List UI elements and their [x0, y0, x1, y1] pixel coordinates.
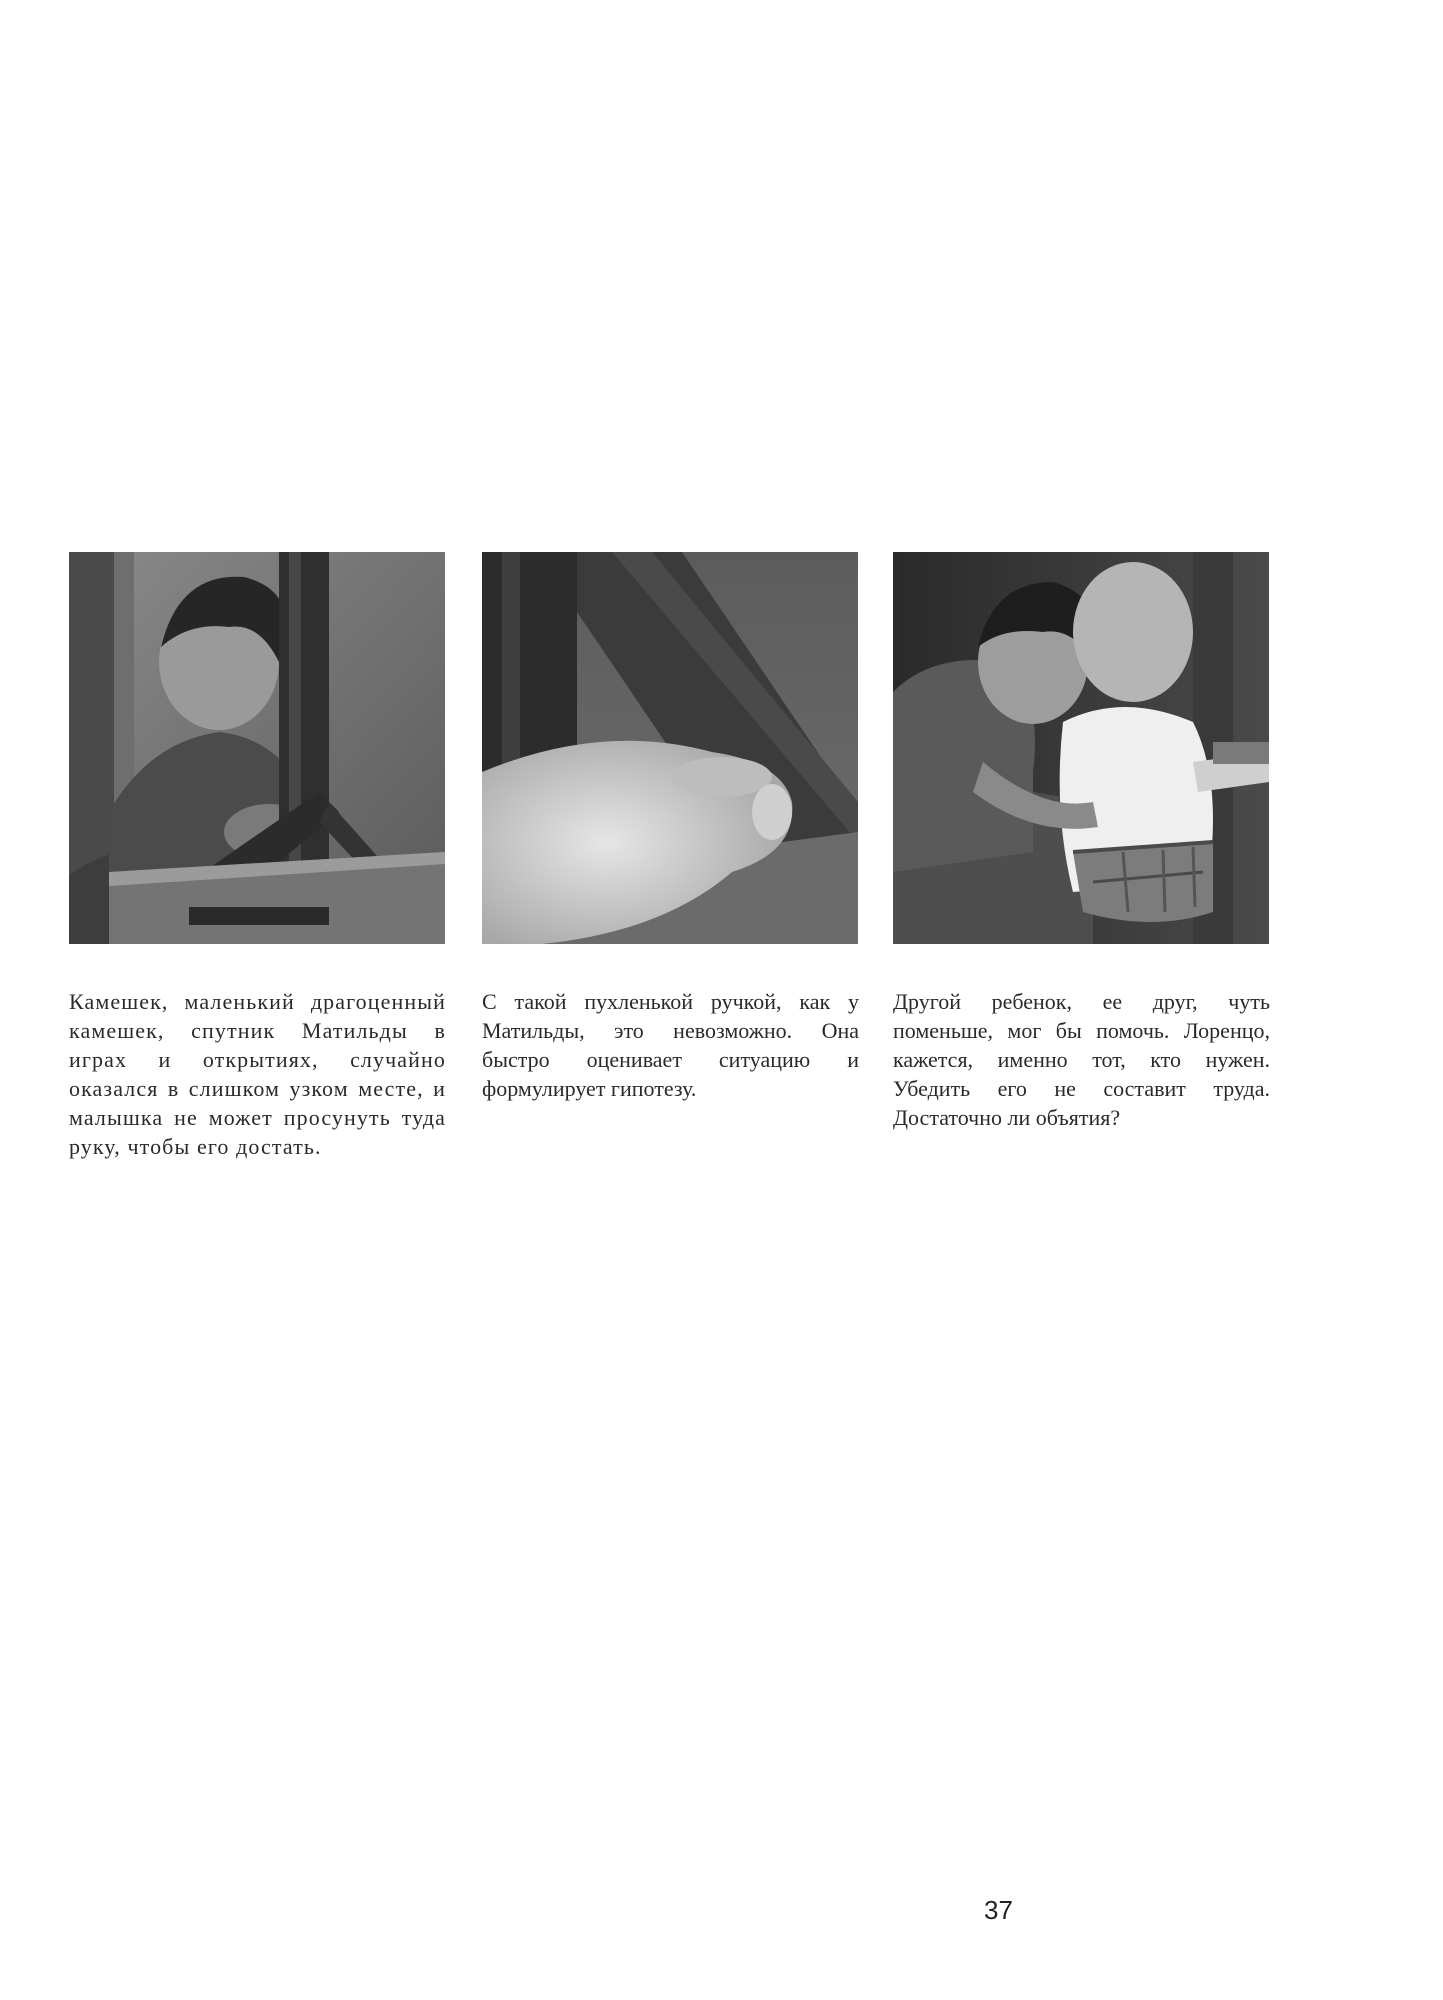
- photo-child-reaching: [69, 552, 445, 944]
- photo-children-hugging: [893, 552, 1269, 944]
- caption-middle: С такой пухленькой ручкой, как у Матильды, это невозможно. Она быстро оценивает ситуацию и формулирует гипотезу.: [482, 989, 859, 1101]
- page-number: 37: [984, 1895, 1013, 1925]
- caption-right: Другой ребенок, ее друг, чуть поменьше, мог бы помочь. Лоренцо, кажется, именно тот, кто нужен. Убедить его не составит труда. Достаточно ли объятия?: [893, 989, 1270, 1130]
- caption-left: Камешек, маленький драгоценный камешек, спутник Матильды в играх и открытиях, случайно оказался в слишком узком месте, и малышка не может просунуть туда руку, чтобы его достать.: [69, 989, 446, 1159]
- photo-hand-close-up: [482, 552, 858, 944]
